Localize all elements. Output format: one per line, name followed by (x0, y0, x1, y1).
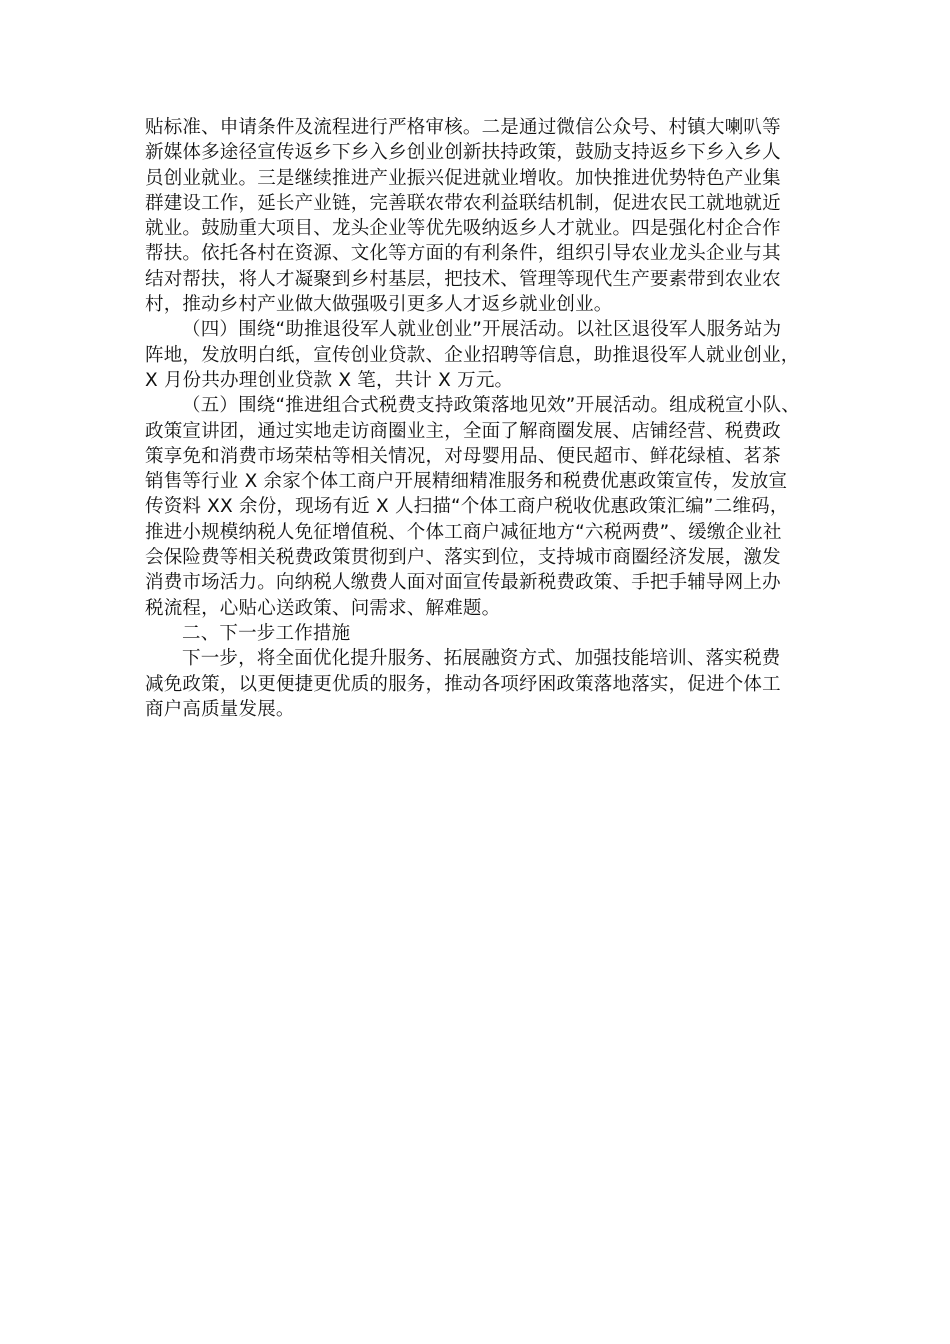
text-line: 帮扶。依托各村在资源、文化等方面的有利条件，组织引导农业龙头企业与其 (145, 243, 781, 265)
text-line: 减免政策，以更便捷更优质的服务，推动各项纾困政策落地落实，促进个体工 (145, 673, 781, 695)
paragraph-start-line: （四）围绕“助推退役军人就业创业”开展活动。以社区退役军人服务站为 (182, 319, 782, 341)
section-heading: 二、下一步工作措施 (182, 622, 351, 644)
text-line: 推进小规模纳税人免征增值税、个体工商户减征地方“六税两费”、缓缴企业社 (145, 521, 782, 543)
text-line: 政策宣讲团，通过实地走访商圈业主，全面了解商圈发展、店铺经营、税费政 (145, 420, 781, 442)
text-line: 新媒体多途径宣传返乡下乡入乡创业创新扶持政策，鼓励支持返乡下乡入乡人 (145, 142, 781, 164)
text-line: 员创业就业。三是继续推进产业振兴促进就业增收。加快推进优势特色产业集 (145, 167, 781, 189)
document-body (145, 115, 825, 722)
paragraph-start-line: 下一步，将全面优化提升服务、拓展融资方式、加强技能培训、落实税费 (182, 648, 781, 670)
text-line: 结对帮扶，将人才凝聚到乡村基层，把技术、管理等现代生产要素带到农业农 (145, 268, 781, 290)
text-line: 会保险费等相关税费政策贯彻到户、落实到位，支持城市商圈经济发展，激发 (145, 547, 781, 569)
text-line: 商户高质量发展。 (145, 698, 295, 720)
text-line: 策享免和消费市场荣枯等相关情况，对母婴用品、便民超市、鲜花绿植、茗茶 (145, 445, 781, 467)
text-line: 税流程，心贴心送政策、问需求、解难题。 (145, 597, 501, 619)
paragraph-start-line: （五）围绕“推进组合式税费支持政策落地见效”开展活动。组成税宣小队、 (182, 395, 800, 417)
text-line: 村，推动乡村产业做大做强吸引更多人才返乡就业创业。 (145, 294, 613, 316)
text-line: 销售等行业 X 余家个体工商户开展精细精准服务和税费优惠政策宣传，发放宣 (145, 471, 788, 493)
text-line: 就业。鼓励重大项目、龙头企业等优先吸纳返乡人才就业。四是强化村企合作 (145, 218, 781, 240)
text-line: 消费市场活力。向纳税人缴费人面对面宣传最新税费政策、手把手辅导网上办 (145, 572, 781, 594)
text-line: 传资料 XX 余份，现场有近 X 人扫描“个体工商户税收优惠政策汇编”二维码， (145, 496, 789, 518)
text-line: 贴标准、申请条件及流程进行严格审核。二是通过微信公众号、村镇大喇叭等 (145, 117, 781, 138)
text-line: X 月份共办理创业贷款 X 笔，共计 X 万元。 (145, 369, 514, 391)
text-line: 阵地，发放明白纸，宣传创业贷款、企业招聘等信息，助推退役军人就业创业， (145, 344, 800, 366)
text-line: 群建设工作，延长产业链，完善联农带农利益联结机制，促进农民工就地就近 (145, 192, 781, 214)
